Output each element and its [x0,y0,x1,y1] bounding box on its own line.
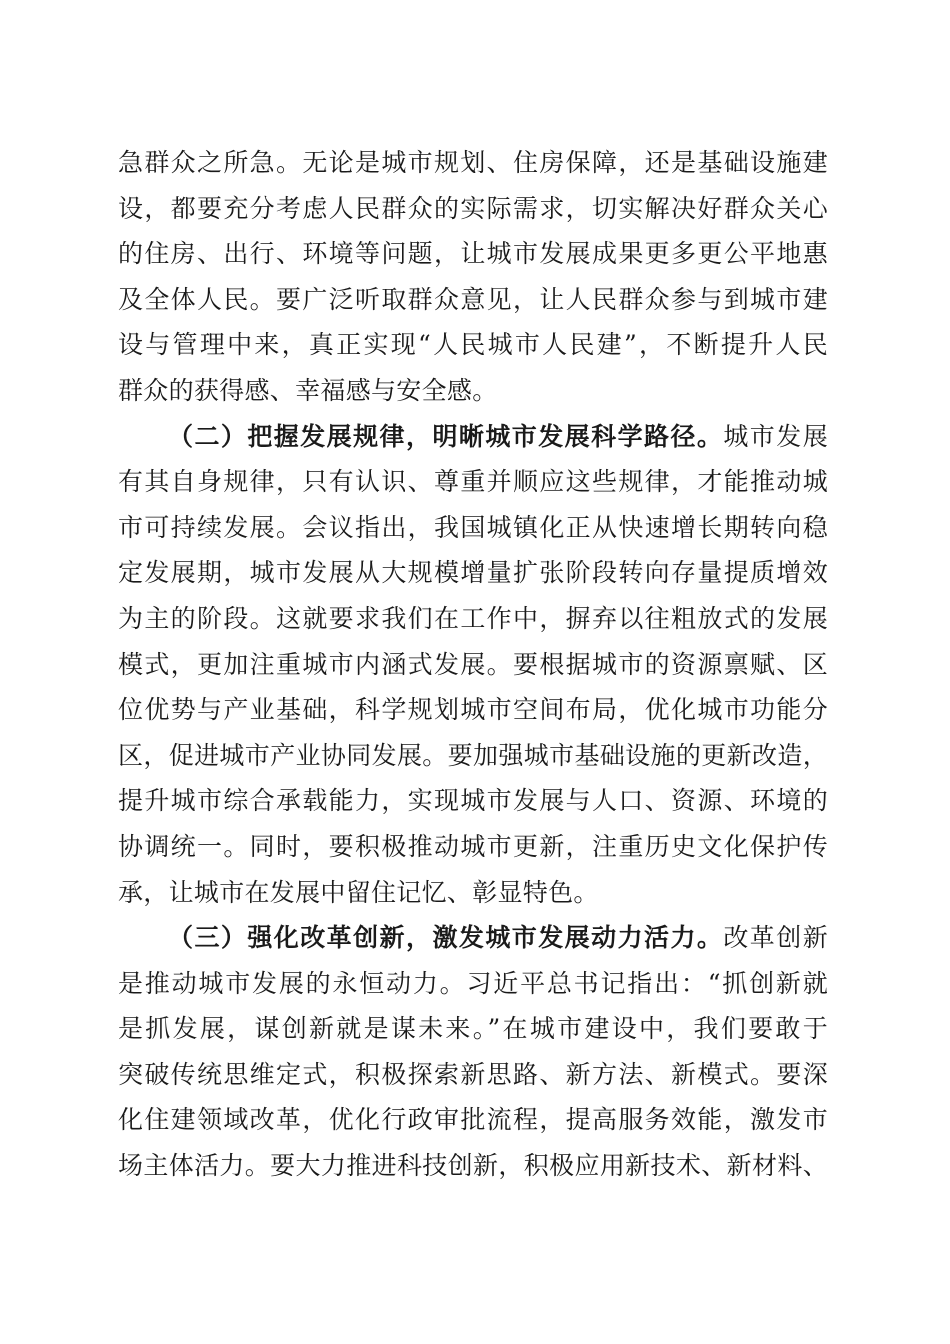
text-line: 及全体人民。要广泛听取群众意见，让人民群众参与到城市建 [118,284,828,314]
text-line: 区，促进城市产业协同发展。要加强城市基础设施的更新改造， [118,740,828,770]
paragraph-heading-line [118,414,828,460]
text-line: 提升城市综合承载能力，实现城市发展与人口、资源、环境的 [118,786,828,816]
text-span: 改革创新 [723,923,828,953]
text-line: 位优势与产业基础，科学规划城市空间布局，优化城市功能分 [118,695,828,725]
document-body [118,140,828,1189]
text-line: 承，让城市在发展中留住记忆、彰显特色。 [118,877,599,907]
text-span: 城市发展 [723,421,828,451]
text-line: 协调统一。同时，要积极推动城市更新，注重历史文化保护传 [118,831,828,861]
text-line: 模式，更加注重城市内涵式发展。要根据城市的资源禀赋、区 [118,649,828,679]
paragraph-heading-line [118,915,828,961]
text-line: 定发展期，城市发展从大规模增量扩张阶段转向存量提质增效 [118,558,828,588]
text-line: 场主体活力。要大力推进科技创新，积极应用新技术、新材料、 [118,1151,828,1181]
text-line: 突破传统思维定式，积极探索新思路、新方法、新模式。要深 [118,1059,828,1089]
text-line: 设，都要充分考虑人民群众的实际需求，切实解决好群众关心 [118,193,828,223]
text-line: 为主的阶段。这就要求我们在工作中，摒弃以往粗放式的发展 [118,603,828,633]
text-line: 急群众之所急。无论是城市规划、住房保障，还是基础设施建 [118,148,828,177]
text-line: 是推动城市发展的永恒动力。习近平总书记指出：“抓创新就 [118,968,828,998]
section-heading-2: （二）把握发展规律，明晰城市发展科学路径。 [168,421,724,451]
text-line: 的住房、出行、环境等问题，让城市发展成果更多更公平地惠 [118,239,828,269]
text-line: 群众的获得感、幸福感与安全感。 [118,375,498,405]
section-heading-3: （三）强化改革创新，激发城市发展动力活力。 [168,923,724,953]
text-line: 是抓发展，谋创新就是谋未来。”在城市建设中，我们要敢于 [118,1014,828,1044]
text-line: 设与管理中来，真正实现“人民城市人民建”，不断提升人民 [118,330,828,360]
text-line: 有其自身规律，只有认识、尊重并顺应这些规律，才能推动城 [118,467,828,497]
text-line: 化住建领域改革，优化行政审批流程，提高服务效能，激发市 [118,1105,828,1135]
text-line: 市可持续发展。会议指出，我国城镇化正从快速增长期转向稳 [118,512,828,542]
